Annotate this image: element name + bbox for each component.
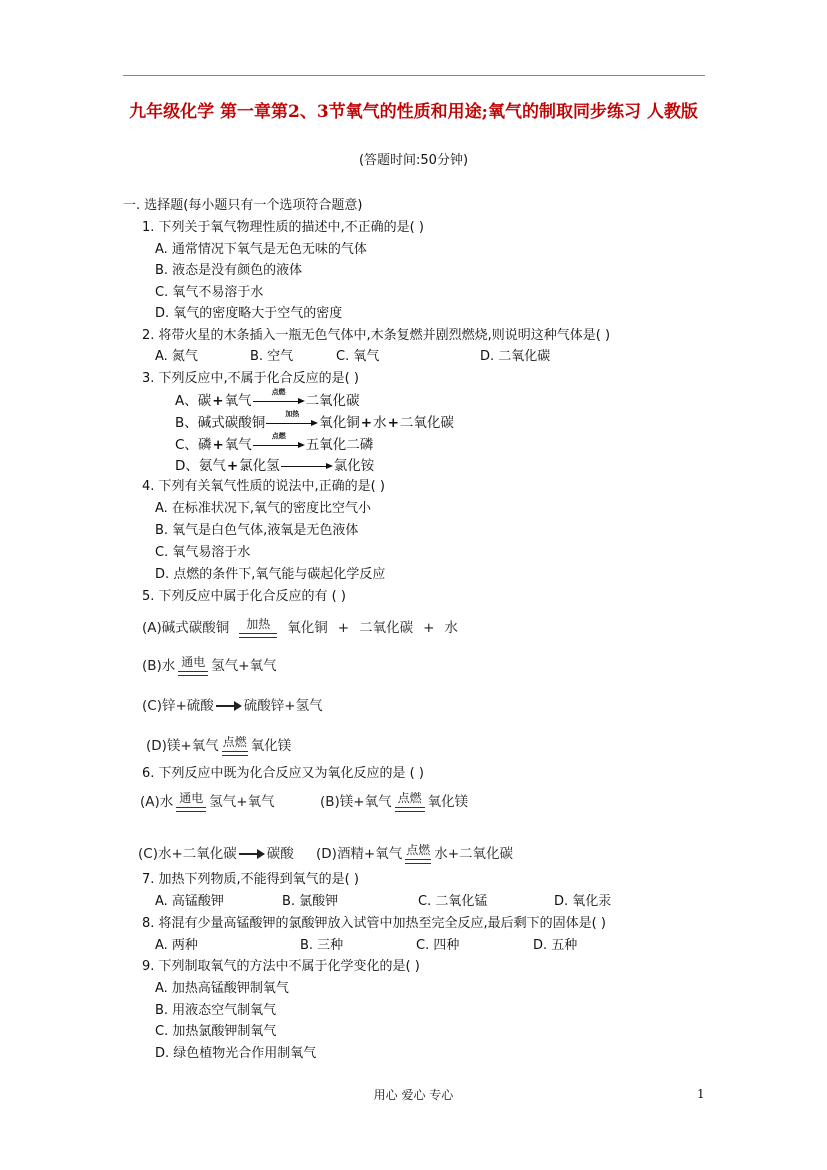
reaction-arrow-icon <box>216 701 242 711</box>
q5-d-label: (D) <box>146 738 167 754</box>
q3-a-label: A、 <box>175 393 198 409</box>
condition-equals-icon <box>222 736 248 756</box>
q6-a-label: (A) <box>140 794 160 810</box>
q3-option-b <box>175 410 454 433</box>
q5-c-reactant: 锌+硫酸 <box>161 698 214 714</box>
q8-option-a: A. 两种 <box>155 938 198 953</box>
q4-stem: 4. 下列有关氧气性质的说法中,正确的是( ) <box>142 479 385 494</box>
q6-d-label: (D) <box>316 846 337 862</box>
q3-b-product-1: 氧化铜 <box>319 415 360 431</box>
q6-b-label: (B) <box>320 794 340 810</box>
q3-b-product-3: 二氧化碳 <box>399 415 454 431</box>
q5-a-product-1: 氧化铜 <box>287 620 328 636</box>
q1-stem: 1. 下列关于氧气物理性质的描述中,不正确的是( ) <box>142 220 424 235</box>
q5-c-product: 硫酸锌+氢气 <box>243 698 323 714</box>
q3-option-a <box>175 388 360 411</box>
plus-sign: + <box>226 458 239 474</box>
q9-option-a: A. 加热高锰酸钾制氧气 <box>155 981 289 996</box>
q6-a-reactant: 水 <box>159 794 174 810</box>
q6-c-product: 碳酸 <box>266 846 294 862</box>
q3-stem: 3. 下列反应中,不属于化合反应的是( ) <box>142 371 359 386</box>
plus-sign: + <box>387 415 399 431</box>
condition-equals-icon <box>395 792 425 812</box>
q5-option-a <box>142 617 458 639</box>
q5-a-condition: 加热 <box>246 617 271 631</box>
q3-d-label: D、 <box>175 458 199 474</box>
q6-option-a <box>140 791 275 813</box>
q3-a-reactant-1: 碳 <box>197 393 212 409</box>
q3-b-condition: 加热 <box>285 410 300 418</box>
document-title: 九年级化学 第一章第2、3节氧气的性质和用途;氧气的制取同步练习 人教版 <box>129 102 698 122</box>
q3-d-reactant-2: 氯化氢 <box>239 458 280 474</box>
q8-option-b: B. 三种 <box>300 938 344 953</box>
q1-option-c: C. 氧气不易溶于水 <box>155 285 264 300</box>
q8-stem: 8. 将混有少量高锰酸钾的氯酸钾放入试管中加热至完全反应,最后剩下的固体是( ) <box>142 916 606 931</box>
q6-option-c <box>138 843 294 865</box>
q6-b-product: 氧化镁 <box>427 794 469 810</box>
q3-c-label: C、 <box>175 437 198 453</box>
q6-stem: 6. 下列反应中既为化合反应又为氧化反应的是 ( ) <box>142 766 424 781</box>
q5-d-product: 氧化镁 <box>250 738 292 754</box>
plus-sign: + <box>212 393 224 409</box>
q6-option-d <box>316 843 513 865</box>
reaction-arrow-icon <box>239 849 265 859</box>
q1-option-d: D. 氧气的密度略大于空气的密度 <box>155 306 343 321</box>
q6-c-label: (C) <box>138 846 158 862</box>
q5-b-reactant: 水 <box>161 658 176 674</box>
q1-option-b: B. 液态是没有颜色的液体 <box>155 263 303 278</box>
q9-option-d: D. 绿色植物光合作用制氧气 <box>155 1046 317 1061</box>
q5-c-label: (C) <box>142 698 162 714</box>
q1-option-a: A. 通常情况下氧气是无色无味的气体 <box>155 242 367 257</box>
q6-a-condition: 通电 <box>179 791 204 805</box>
q8-option-d: D. 五种 <box>533 938 578 953</box>
q2-option-a: A. 氮气 <box>155 349 198 364</box>
document-subtitle: (答题时间:50分钟) <box>358 153 469 168</box>
plus-sign: + <box>337 620 350 636</box>
q5-b-product: 氢气+氧气 <box>211 658 277 674</box>
reaction-arrow-icon <box>281 460 333 472</box>
page-number: 1 <box>697 1087 705 1101</box>
reaction-arrow-icon <box>253 432 305 451</box>
q3-b-reactant: 碱式碳酸铜 <box>197 415 266 431</box>
section-heading: 一. 选择题(每小题只有一个选项符合题意) <box>123 198 363 213</box>
plus-sign: + <box>360 415 373 431</box>
q5-d-reactant: 镁+氧气 <box>166 738 219 754</box>
q5-stem: 5. 下列反应中属于化合反应的有 ( ) <box>142 589 346 604</box>
q7-stem: 7. 加热下列物质,不能得到氧气的是( ) <box>142 872 359 887</box>
q3-c-reactant-2: 氧气 <box>224 437 252 453</box>
q4-option-b: B. 氧气是白色气体,液氧是无色液体 <box>155 523 359 538</box>
q9-option-c: C. 加热氯酸钾制氧气 <box>155 1024 277 1039</box>
q5-d-condition: 点燃 <box>222 735 247 749</box>
q5-option-c <box>142 695 323 717</box>
q4-option-d: D. 点燃的条件下,氧气能与碳起化学反应 <box>155 567 386 582</box>
q6-d-condition: 点燃 <box>406 843 431 857</box>
q6-d-product: 水+二氧化碳 <box>434 846 514 862</box>
q6-b-reactant: 镁+氧气 <box>339 794 392 810</box>
q7-option-b: B. 氯酸钾 <box>282 894 339 909</box>
q5-a-reactant: 碱式碳酸铜 <box>161 620 230 636</box>
q4-option-a: A. 在标准状况下,氧气的密度比空气小 <box>155 501 372 516</box>
q2-option-c: C. 氧气 <box>336 349 380 364</box>
plus-sign: + <box>212 437 224 453</box>
q4-option-c: C. 氧气易溶于水 <box>155 545 251 560</box>
q6-b-condition: 点燃 <box>397 791 422 805</box>
q5-b-condition: 通电 <box>181 655 206 669</box>
q5-b-label: (B) <box>142 658 162 674</box>
q3-c-product: 五氧化二磷 <box>305 437 374 453</box>
q6-option-b <box>320 791 468 813</box>
q5-option-b <box>142 655 277 677</box>
q2-option-d: D. 二氧化碳 <box>480 349 551 364</box>
header-rule <box>123 75 705 76</box>
q5-a-label: (A) <box>142 620 162 636</box>
q7-option-d: D. 氧化汞 <box>554 894 612 909</box>
page-footer: 用心 爱心 专心 <box>373 1088 454 1102</box>
reaction-arrow-icon <box>253 388 305 407</box>
q3-option-c <box>175 432 374 455</box>
reaction-arrow-icon <box>266 410 318 429</box>
q3-a-product: 二氧化碳 <box>305 393 360 409</box>
q9-option-b: B. 用液态空气制氧气 <box>155 1003 277 1018</box>
condition-equals-icon <box>239 618 277 638</box>
q3-c-condition: 点燃 <box>271 432 286 440</box>
q2-option-b: B. 空气 <box>250 349 294 364</box>
q7-option-a: A. 高锰酸钾 <box>155 894 224 909</box>
q5-a-product-2: 二氧化碳 <box>359 620 414 636</box>
q7-option-c: C. 二氧化锰 <box>418 894 488 909</box>
q5-option-d <box>146 735 291 757</box>
q3-option-d <box>175 456 374 476</box>
condition-equals-icon <box>176 792 206 812</box>
q9-stem: 9. 下列制取氧气的方法中不属于化学变化的是( ) <box>142 959 420 974</box>
q3-b-product-2: 水 <box>373 415 387 431</box>
q3-a-reactant-2: 氧气 <box>224 393 252 409</box>
q3-a-condition: 点燃 <box>271 388 286 396</box>
q2-stem: 2. 将带火星的木条插入一瓶无色气体中,木条复燃并剧烈燃烧,则说明这种气体是( ) <box>142 328 611 343</box>
q3-d-reactant-1: 氨气 <box>198 458 226 474</box>
q8-option-c: C. 四种 <box>416 938 460 953</box>
q3-d-product: 氯化铵 <box>333 458 375 474</box>
q6-c-reactant: 水+二氧化碳 <box>157 846 237 862</box>
condition-equals-icon <box>405 844 431 864</box>
q6-a-product: 氢气+氧气 <box>209 794 275 810</box>
condition-equals-icon <box>178 656 208 676</box>
q3-b-label: B、 <box>175 415 198 431</box>
q5-a-product-3: 水 <box>444 620 458 636</box>
plus-sign: + <box>423 620 435 636</box>
q6-d-reactant: 酒精+氧气 <box>336 846 403 862</box>
q3-c-reactant-1: 磷 <box>197 437 212 453</box>
